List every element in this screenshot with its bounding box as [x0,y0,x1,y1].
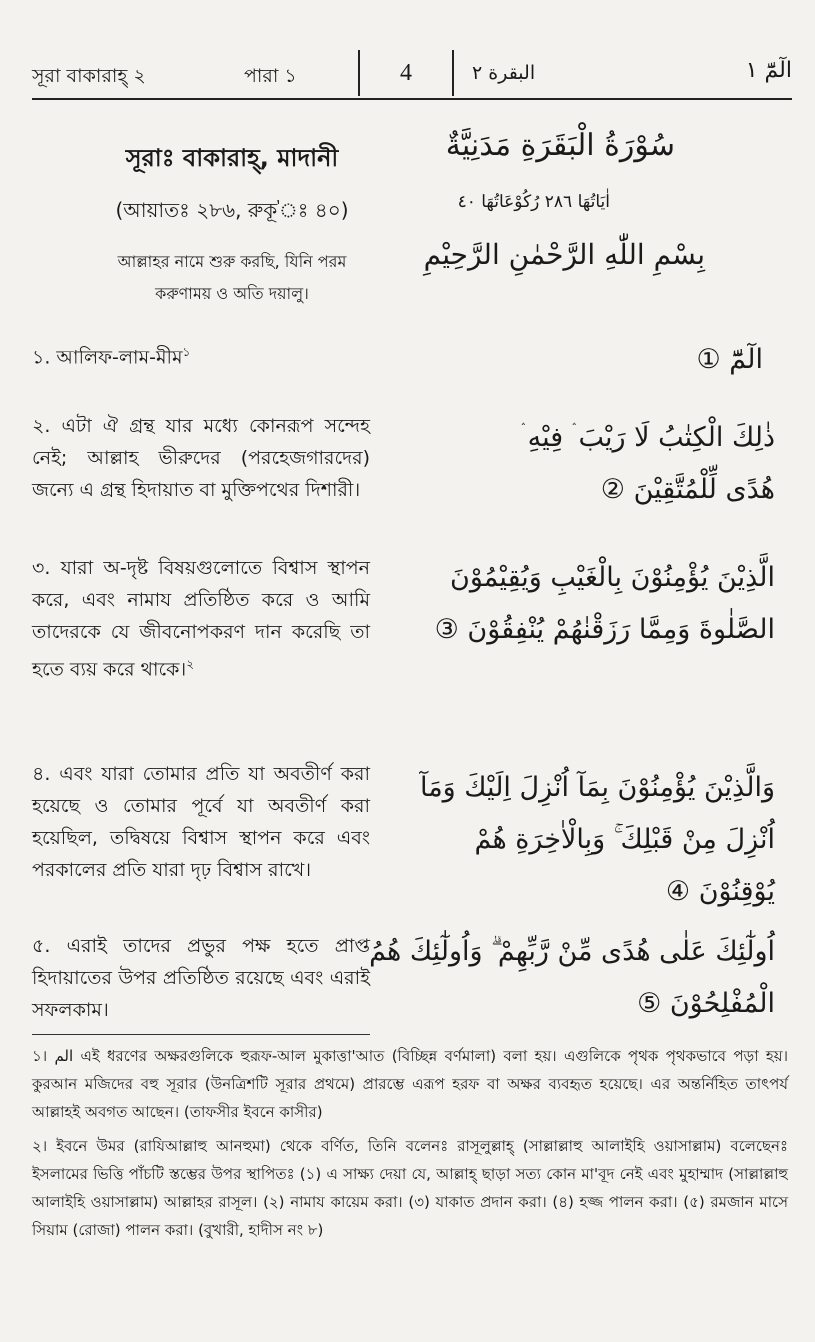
bismillah-bengali-line1: আল্লাহর নামে শুরু করছি, যিনি পরম [117,252,347,271]
footnote-2: ২। ইবনে উমর (রাযিআল্লাহু আনহুমা) থেকে বর্ণিত, তিনি বলেনঃ রাসূলুল্লাহ্ (সাল্লাল্লাহু আলাইহি ওয়াসাল্লাম) বলেছেনঃ ইসলামের ভিত্তি পাঁচটি স্তম্ভের উপর স্থাপিতঃ (১) এ সাক্ষ্য দেয়া যে, আল্লাহ্ ছাড়া সত্য কোন মা'বূদ নেই এবং মুহাম্মাদ (সাল্লাল্লাহু আলাইহি ওয়াসাল্লাম) আল্লাহর রাসূল। (২) নামায কায়েম করা। (৩) যাকাত প্রদান করা। (৪) হজ্জ পালন করা। (৫) রমজান মাসে সিয়াম (রোজা) পালন করা। (বুখারী, হাদীস নং ৮) [32,1137,788,1239]
verse-arabic-2: ذٰلِكَ الْكِتٰبُ لَا رَيْبَ ۛ فِيْهِ ۛ هُدًى لِّلْمُتَّقِيْنَ ② [520,422,775,505]
header-surah-bengali: সূরা বাকারাহ্ ২ [32,65,146,87]
verse-arabic-5: اُولٰٓئِكَ عَلٰى هُدًى مِّنْ رَّبِّهِمْ ۗ وَاُولٰٓئِكَ هُمُ الْمُفْلِحُوْنَ ⑤ [369,936,775,1019]
footnote-mark: ১ [182,345,191,359]
verse-bengali-1: ১. আলিফ-লাম-মীম$^১$ [32,345,191,369]
bismillah-arabic: بِسْمِ اللّٰهِ الرَّحْمٰنِ الرَّحِيْمِ [423,238,705,271]
surah-title-bengali: সূরাঃ বাকারাহ্, মাদানী [125,144,339,172]
footnote-1: ১। الم এই ধরণের অক্ষরগুলিকে হুরূফ-আল মুকাত্তা'আত (বিচ্ছিন্ন বর্ণমালা) বলা হয়। এগুলিকে পৃথক পৃথকভাবে পড়া হয়। কুরআন মজিদের বহু সূরার (উনত্রিশটি সূরার প্রথমে) প্রারম্ভে এরূপ হরফ বা অক্ষর ব্যবহৃত হয়েছে। এর অন্তর্নিহিত তাৎপর্য আল্লাহই অবগত আছেন। (তাফসীর ইবনে কাসীর) [32,1047,788,1121]
page-number: 4 [358,50,454,96]
header-para-arabic: الٓمّٓ ١ [745,58,792,83]
footnote-mark: ২ [186,657,194,671]
verse-bengali-4: ৪. এবং যারা তোমার প্রতি যা অবতীর্ণ করা হয়েছে ও তোমার পূর্বে যা অবতীর্ণ করা হয়েছিল, তদ্বিষয়ে বিশ্বাস স্থাপন করে এবং পরকালের প্রতি যারা দৃঢ় বিশ্বাস রাখে। [32,763,370,881]
verse-bengali-2: ২. এটা ঐ গ্রন্থ যার মধ্যে কোনরূপ সন্দেহ নেই; আল্লাহ ভীরুদের (পরহেজগারদের) জন্যে এ গ্রন্থ হিদায়াত বা মুক্তিপথের দিশারী। [32,415,370,501]
header-surah-arabic: البقرة ٢ [472,62,536,84]
surah-title-arabic: سُوْرَةُ الْبَقَرَةِ مَدَنِيَّةٌ [445,128,675,163]
surah-ayat-arabic: اٰيَاتُهَا ٢٨٦ رُكُوْعَاتُهَا ٤٠ [457,192,610,212]
verse-bengali-5: ৫. এরাই তাদের প্রভুর পক্ষ হতে প্রাপ্ত হিদায়াতের উপর প্রতিষ্ঠিত রয়েছে এবং এরাই সফলকাম। [32,935,370,1021]
bismillah-bengali [62,246,402,310]
verse-arabic-3: الَّذِيْنَ يُؤْمِنُوْنَ بِالْغَيْبِ وَيُقِيْمُوْنَ الصَّلٰوةَ وَمِمَّا رَزَقْنٰهُمْ يُنْفِقُوْنَ ③ [434,562,775,645]
page-header [32,52,792,100]
verse-arabic-1: الٓمّٓ ① [696,344,763,375]
header-para: পারা ১ [244,65,297,87]
verse-bengali-3: ৩. যারা অ-দৃষ্ট বিষয়গুলোতে বিশ্বাস স্থাপন করে, এবং নামায প্রতিষ্ঠিত করে ও আমি তাদেরকে যে জীবনোপকরণ দান করেছি তা হতে ব্যয় করে থাকে।$^২$ [32,557,370,681]
surah-ayat-info: (আয়াতঃ ২৮৬, রুকূ'ঃ ৪০) [115,198,349,222]
verse-arabic-4: وَالَّذِيْنَ يُؤْمِنُوْنَ بِمَآ اُنْزِلَ اِلَيْكَ وَمَآ اُنْزِلَ مِنْ قَبْلِكَ ۚ وَبِالْاٰخِرَةِ هُمْ يُوْقِنُوْنَ ④ [419,772,775,907]
footnote-divider [32,1034,370,1035]
bismillah-bengali-line2: করুণাময় ও অতি দয়ালু। [155,284,309,303]
